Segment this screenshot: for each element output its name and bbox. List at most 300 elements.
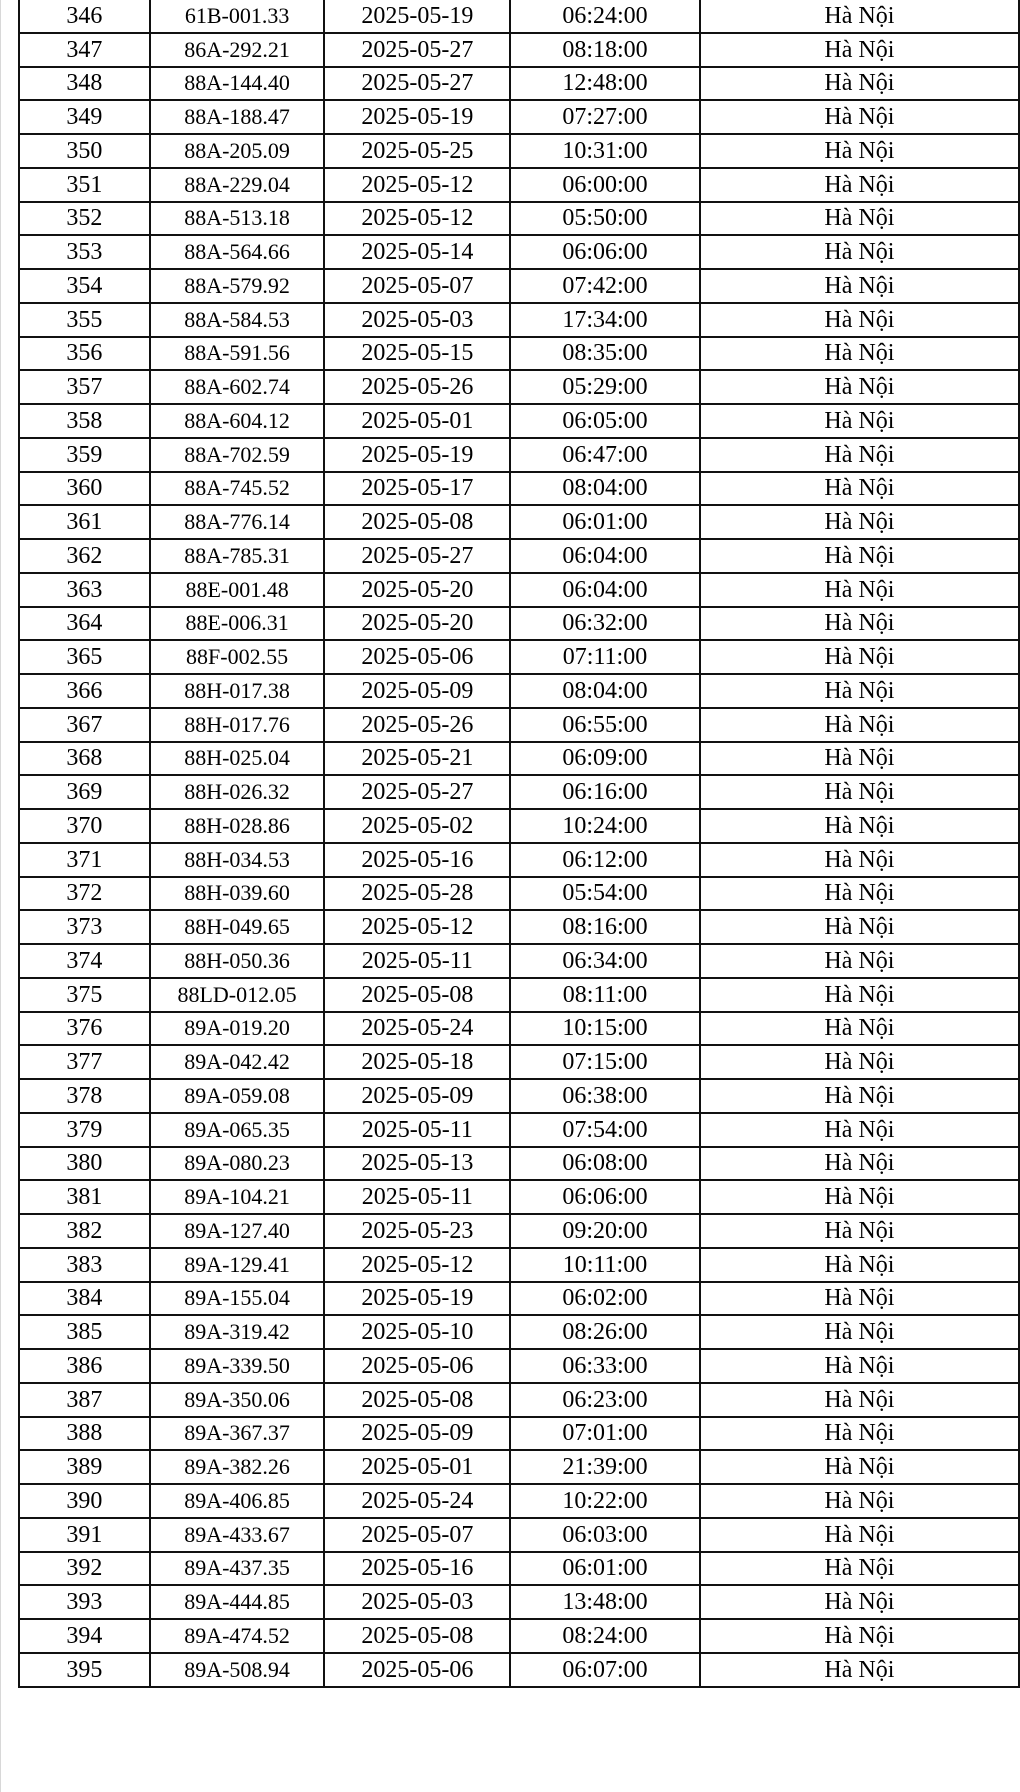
time-cell: 13:48:00 [510, 1585, 700, 1619]
location-cell: Hà Nội [700, 1315, 1019, 1349]
row-number-cell: 393 [19, 1585, 150, 1619]
license-plate-cell: 88E-001.48 [150, 573, 325, 607]
table-row [19, 33, 1019, 67]
time-cell: 06:01:00 [510, 1552, 700, 1586]
license-plate-cell: 88A-229.04 [150, 168, 325, 202]
license-plate-cell: 88A-188.47 [150, 100, 325, 134]
row-number-cell: 367 [19, 708, 150, 742]
table-row [19, 1450, 1019, 1484]
table-row [19, 1315, 1019, 1349]
license-plate-cell: 89A-474.52 [150, 1619, 325, 1653]
table-row [19, 235, 1019, 269]
table-row [19, 202, 1019, 236]
location-cell: Hà Nội [700, 1248, 1019, 1282]
table-row [19, 573, 1019, 607]
time-cell: 10:15:00 [510, 1012, 700, 1046]
license-plate-cell: 89A-127.40 [150, 1214, 325, 1248]
date-cell: 2025-05-12 [324, 202, 510, 236]
time-cell: 06:12:00 [510, 843, 700, 877]
row-number-cell: 348 [19, 67, 150, 101]
row-number-cell: 359 [19, 438, 150, 472]
table-row [19, 1349, 1019, 1383]
license-plate-cell: 88A-785.31 [150, 539, 325, 573]
location-cell: Hà Nội [700, 573, 1019, 607]
license-plate-cell: 89A-508.94 [150, 1653, 325, 1687]
time-cell: 09:20:00 [510, 1214, 700, 1248]
date-cell: 2025-05-26 [324, 370, 510, 404]
location-cell: Hà Nội [700, 1147, 1019, 1181]
location-cell: Hà Nội [700, 168, 1019, 202]
table-row [19, 1518, 1019, 1552]
time-cell: 17:34:00 [510, 303, 700, 337]
row-number-cell: 347 [19, 33, 150, 67]
date-cell: 2025-05-02 [324, 809, 510, 843]
license-plate-cell: 88H-028.86 [150, 809, 325, 843]
license-plate-cell: 89A-339.50 [150, 1349, 325, 1383]
date-cell: 2025-05-09 [324, 674, 510, 708]
table-row [19, 134, 1019, 168]
time-cell: 06:09:00 [510, 742, 700, 776]
date-cell: 2025-05-27 [324, 539, 510, 573]
table-row [19, 472, 1019, 506]
row-number-cell: 380 [19, 1147, 150, 1181]
row-number-cell: 382 [19, 1214, 150, 1248]
row-number-cell: 388 [19, 1417, 150, 1451]
table-row [19, 640, 1019, 674]
date-cell: 2025-05-16 [324, 1552, 510, 1586]
license-plate-cell: 89A-406.85 [150, 1484, 325, 1518]
time-cell: 06:04:00 [510, 539, 700, 573]
license-plate-cell: 89A-065.35 [150, 1113, 325, 1147]
time-cell: 05:54:00 [510, 877, 700, 911]
location-cell: Hà Nội [700, 269, 1019, 303]
license-plate-cell: 89A-129.41 [150, 1248, 325, 1282]
row-number-cell: 350 [19, 134, 150, 168]
time-cell: 08:18:00 [510, 33, 700, 67]
time-cell: 08:24:00 [510, 1619, 700, 1653]
row-number-cell: 358 [19, 404, 150, 438]
row-number-cell: 355 [19, 303, 150, 337]
license-plate-cell: 88A-564.66 [150, 235, 325, 269]
date-cell: 2025-05-03 [324, 303, 510, 337]
table-row [19, 708, 1019, 742]
time-cell: 10:24:00 [510, 809, 700, 843]
date-cell: 2025-05-19 [324, 100, 510, 134]
row-number-cell: 372 [19, 877, 150, 911]
table-row [19, 303, 1019, 337]
license-plate-cell: 89A-444.85 [150, 1585, 325, 1619]
time-cell: 06:16:00 [510, 775, 700, 809]
time-cell: 06:00:00 [510, 168, 700, 202]
time-cell: 06:23:00 [510, 1383, 700, 1417]
row-number-cell: 353 [19, 235, 150, 269]
location-cell: Hà Nội [700, 1484, 1019, 1518]
location-cell: Hà Nội [700, 235, 1019, 269]
time-cell: 07:11:00 [510, 640, 700, 674]
license-plate-cell: 88A-205.09 [150, 134, 325, 168]
license-plate-cell: 89A-019.20 [150, 1012, 325, 1046]
violation-records-table [18, 0, 1020, 1688]
row-number-cell: 366 [19, 674, 150, 708]
license-plate-cell: 88E-006.31 [150, 607, 325, 641]
page-edge-divider [0, 0, 1, 1792]
license-plate-cell: 88H-049.65 [150, 910, 325, 944]
license-plate-cell: 88H-026.32 [150, 775, 325, 809]
table-row [19, 269, 1019, 303]
row-number-cell: 346 [19, 0, 150, 33]
date-cell: 2025-05-03 [324, 1585, 510, 1619]
row-number-cell: 349 [19, 100, 150, 134]
date-cell: 2025-05-01 [324, 1450, 510, 1484]
license-plate-cell: 88A-702.59 [150, 438, 325, 472]
license-plate-cell: 88A-776.14 [150, 505, 325, 539]
table-row [19, 168, 1019, 202]
row-number-cell: 373 [19, 910, 150, 944]
location-cell: Hà Nội [700, 1012, 1019, 1046]
license-plate-cell: 88H-017.38 [150, 674, 325, 708]
table-row [19, 505, 1019, 539]
time-cell: 06:06:00 [510, 1180, 700, 1214]
table-row [19, 978, 1019, 1012]
location-cell: Hà Nội [700, 978, 1019, 1012]
location-cell: Hà Nội [700, 539, 1019, 573]
location-cell: Hà Nội [700, 910, 1019, 944]
license-plate-cell: 89A-104.21 [150, 1180, 325, 1214]
row-number-cell: 378 [19, 1079, 150, 1113]
time-cell: 06:55:00 [510, 708, 700, 742]
location-cell: Hà Nội [700, 438, 1019, 472]
row-number-cell: 375 [19, 978, 150, 1012]
table-row [19, 1552, 1019, 1586]
table-row [19, 944, 1019, 978]
row-number-cell: 385 [19, 1315, 150, 1349]
time-cell: 06:03:00 [510, 1518, 700, 1552]
location-cell: Hà Nội [700, 809, 1019, 843]
table-row [19, 1113, 1019, 1147]
location-cell: Hà Nội [700, 1113, 1019, 1147]
table-row [19, 67, 1019, 101]
table-row [19, 1484, 1019, 1518]
table-row [19, 337, 1019, 371]
date-cell: 2025-05-26 [324, 708, 510, 742]
license-plate-cell: 88F-002.55 [150, 640, 325, 674]
row-number-cell: 371 [19, 843, 150, 877]
row-number-cell: 369 [19, 775, 150, 809]
location-cell: Hà Nội [700, 0, 1019, 33]
table-row [19, 1417, 1019, 1451]
date-cell: 2025-05-20 [324, 573, 510, 607]
row-number-cell: 357 [19, 370, 150, 404]
date-cell: 2025-05-18 [324, 1045, 510, 1079]
license-plate-cell: 89A-382.26 [150, 1450, 325, 1484]
table-row [19, 1045, 1019, 1079]
time-cell: 08:35:00 [510, 337, 700, 371]
date-cell: 2025-05-08 [324, 505, 510, 539]
table-row [19, 1248, 1019, 1282]
date-cell: 2025-05-10 [324, 1315, 510, 1349]
row-number-cell: 364 [19, 607, 150, 641]
location-cell: Hà Nội [700, 607, 1019, 641]
row-number-cell: 351 [19, 168, 150, 202]
date-cell: 2025-05-12 [324, 1248, 510, 1282]
row-number-cell: 365 [19, 640, 150, 674]
date-cell: 2025-05-21 [324, 742, 510, 776]
table-row [19, 877, 1019, 911]
license-plate-cell: 89A-433.67 [150, 1518, 325, 1552]
location-cell: Hà Nội [700, 1079, 1019, 1113]
time-cell: 06:08:00 [510, 1147, 700, 1181]
location-cell: Hà Nội [700, 1045, 1019, 1079]
date-cell: 2025-05-08 [324, 978, 510, 1012]
date-cell: 2025-05-12 [324, 168, 510, 202]
row-number-cell: 377 [19, 1045, 150, 1079]
table-row [19, 1012, 1019, 1046]
time-cell: 08:16:00 [510, 910, 700, 944]
time-cell: 07:42:00 [510, 269, 700, 303]
table-row [19, 843, 1019, 877]
time-cell: 07:27:00 [510, 100, 700, 134]
date-cell: 2025-05-27 [324, 67, 510, 101]
table-row [19, 100, 1019, 134]
location-cell: Hà Nội [700, 1585, 1019, 1619]
time-cell: 10:31:00 [510, 134, 700, 168]
date-cell: 2025-05-11 [324, 944, 510, 978]
location-cell: Hà Nội [700, 1552, 1019, 1586]
row-number-cell: 386 [19, 1349, 150, 1383]
location-cell: Hà Nội [700, 303, 1019, 337]
time-cell: 06:47:00 [510, 438, 700, 472]
table-row [19, 674, 1019, 708]
table-row [19, 910, 1019, 944]
date-cell: 2025-05-06 [324, 640, 510, 674]
date-cell: 2025-05-06 [324, 1653, 510, 1687]
date-cell: 2025-05-14 [324, 235, 510, 269]
location-cell: Hà Nội [700, 843, 1019, 877]
time-cell: 07:01:00 [510, 1417, 700, 1451]
location-cell: Hà Nội [700, 674, 1019, 708]
time-cell: 06:07:00 [510, 1653, 700, 1687]
row-number-cell: 383 [19, 1248, 150, 1282]
location-cell: Hà Nội [700, 775, 1019, 809]
time-cell: 06:33:00 [510, 1349, 700, 1383]
row-number-cell: 391 [19, 1518, 150, 1552]
date-cell: 2025-05-06 [324, 1349, 510, 1383]
location-cell: Hà Nội [700, 1450, 1019, 1484]
time-cell: 06:02:00 [510, 1282, 700, 1316]
license-plate-cell: 89A-080.23 [150, 1147, 325, 1181]
table-row [19, 1079, 1019, 1113]
table-row [19, 1585, 1019, 1619]
license-plate-cell: 88H-025.04 [150, 742, 325, 776]
table-row [19, 1180, 1019, 1214]
location-cell: Hà Nội [700, 67, 1019, 101]
time-cell: 06:24:00 [510, 0, 700, 33]
date-cell: 2025-05-07 [324, 269, 510, 303]
date-cell: 2025-05-24 [324, 1012, 510, 1046]
location-cell: Hà Nội [700, 33, 1019, 67]
location-cell: Hà Nội [700, 1619, 1019, 1653]
date-cell: 2025-05-09 [324, 1079, 510, 1113]
time-cell: 08:11:00 [510, 978, 700, 1012]
date-cell: 2025-05-15 [324, 337, 510, 371]
time-cell: 06:04:00 [510, 573, 700, 607]
date-cell: 2025-05-08 [324, 1383, 510, 1417]
license-plate-cell: 89A-319.42 [150, 1315, 325, 1349]
row-number-cell: 387 [19, 1383, 150, 1417]
date-cell: 2025-05-20 [324, 607, 510, 641]
row-number-cell: 379 [19, 1113, 150, 1147]
license-plate-cell: 89A-059.08 [150, 1079, 325, 1113]
row-number-cell: 361 [19, 505, 150, 539]
table-row [19, 1214, 1019, 1248]
location-cell: Hà Nội [700, 1282, 1019, 1316]
row-number-cell: 394 [19, 1619, 150, 1653]
license-plate-cell: 88A-513.18 [150, 202, 325, 236]
row-number-cell: 390 [19, 1484, 150, 1518]
location-cell: Hà Nội [700, 202, 1019, 236]
row-number-cell: 356 [19, 337, 150, 371]
date-cell: 2025-05-13 [324, 1147, 510, 1181]
row-number-cell: 363 [19, 573, 150, 607]
date-cell: 2025-05-11 [324, 1180, 510, 1214]
table-row [19, 1653, 1019, 1687]
row-number-cell: 354 [19, 269, 150, 303]
date-cell: 2025-05-11 [324, 1113, 510, 1147]
row-number-cell: 395 [19, 1653, 150, 1687]
date-cell: 2025-05-19 [324, 1282, 510, 1316]
date-cell: 2025-05-24 [324, 1484, 510, 1518]
license-plate-cell: 89A-367.37 [150, 1417, 325, 1451]
location-cell: Hà Nội [700, 134, 1019, 168]
license-plate-cell: 88H-050.36 [150, 944, 325, 978]
table-row [19, 775, 1019, 809]
license-plate-cell: 88A-602.74 [150, 370, 325, 404]
license-plate-cell: 86A-292.21 [150, 33, 325, 67]
license-plate-cell: 88A-584.53 [150, 303, 325, 337]
location-cell: Hà Nội [700, 1653, 1019, 1687]
time-cell: 08:04:00 [510, 472, 700, 506]
location-cell: Hà Nội [700, 1180, 1019, 1214]
license-plate-cell: 89A-350.06 [150, 1383, 325, 1417]
table-row [19, 1383, 1019, 1417]
location-cell: Hà Nội [700, 640, 1019, 674]
table-row [19, 607, 1019, 641]
license-plate-cell: 88A-144.40 [150, 67, 325, 101]
row-number-cell: 389 [19, 1450, 150, 1484]
location-cell: Hà Nội [700, 100, 1019, 134]
table-row [19, 0, 1019, 33]
row-number-cell: 392 [19, 1552, 150, 1586]
date-cell: 2025-05-08 [324, 1619, 510, 1653]
date-cell: 2025-05-01 [324, 404, 510, 438]
date-cell: 2025-05-27 [324, 33, 510, 67]
license-plate-cell: 88A-745.52 [150, 472, 325, 506]
row-number-cell: 370 [19, 809, 150, 843]
row-number-cell: 368 [19, 742, 150, 776]
table-row [19, 404, 1019, 438]
table-row [19, 1147, 1019, 1181]
location-cell: Hà Nội [700, 742, 1019, 776]
location-cell: Hà Nội [700, 944, 1019, 978]
table-row [19, 1282, 1019, 1316]
location-cell: Hà Nội [700, 404, 1019, 438]
time-cell: 06:34:00 [510, 944, 700, 978]
time-cell: 06:38:00 [510, 1079, 700, 1113]
date-cell: 2025-05-25 [324, 134, 510, 168]
license-plate-cell: 88H-034.53 [150, 843, 325, 877]
table-body [19, 0, 1019, 1687]
date-cell: 2025-05-23 [324, 1214, 510, 1248]
date-cell: 2025-05-27 [324, 775, 510, 809]
time-cell: 08:04:00 [510, 674, 700, 708]
table-row [19, 809, 1019, 843]
date-cell: 2025-05-17 [324, 472, 510, 506]
time-cell: 05:29:00 [510, 370, 700, 404]
time-cell: 21:39:00 [510, 1450, 700, 1484]
license-plate-cell: 88LD-012.05 [150, 978, 325, 1012]
date-cell: 2025-05-19 [324, 438, 510, 472]
location-cell: Hà Nội [700, 505, 1019, 539]
row-number-cell: 374 [19, 944, 150, 978]
time-cell: 06:05:00 [510, 404, 700, 438]
location-cell: Hà Nội [700, 370, 1019, 404]
date-cell: 2025-05-16 [324, 843, 510, 877]
time-cell: 10:11:00 [510, 1248, 700, 1282]
license-plate-cell: 88A-604.12 [150, 404, 325, 438]
date-cell: 2025-05-19 [324, 0, 510, 33]
license-plate-cell: 88H-017.76 [150, 708, 325, 742]
row-number-cell: 362 [19, 539, 150, 573]
time-cell: 06:01:00 [510, 505, 700, 539]
location-cell: Hà Nội [700, 1214, 1019, 1248]
time-cell: 08:26:00 [510, 1315, 700, 1349]
location-cell: Hà Nội [700, 1518, 1019, 1552]
date-cell: 2025-05-07 [324, 1518, 510, 1552]
time-cell: 10:22:00 [510, 1484, 700, 1518]
license-plate-cell: 88H-039.60 [150, 877, 325, 911]
location-cell: Hà Nội [700, 708, 1019, 742]
location-cell: Hà Nội [700, 1349, 1019, 1383]
row-number-cell: 376 [19, 1012, 150, 1046]
location-cell: Hà Nội [700, 1383, 1019, 1417]
date-cell: 2025-05-28 [324, 877, 510, 911]
time-cell: 12:48:00 [510, 67, 700, 101]
row-number-cell: 381 [19, 1180, 150, 1214]
table-row [19, 370, 1019, 404]
time-cell: 06:32:00 [510, 607, 700, 641]
license-plate-cell: 89A-437.35 [150, 1552, 325, 1586]
license-plate-cell: 88A-579.92 [150, 269, 325, 303]
table-row [19, 539, 1019, 573]
time-cell: 07:15:00 [510, 1045, 700, 1079]
table-row [19, 1619, 1019, 1653]
row-number-cell: 360 [19, 472, 150, 506]
location-cell: Hà Nội [700, 877, 1019, 911]
row-number-cell: 352 [19, 202, 150, 236]
date-cell: 2025-05-12 [324, 910, 510, 944]
time-cell: 06:06:00 [510, 235, 700, 269]
location-cell: Hà Nội [700, 472, 1019, 506]
date-cell: 2025-05-09 [324, 1417, 510, 1451]
table-row [19, 438, 1019, 472]
row-number-cell: 384 [19, 1282, 150, 1316]
license-plate-cell: 88A-591.56 [150, 337, 325, 371]
license-plate-cell: 89A-042.42 [150, 1045, 325, 1079]
license-plate-cell: 89A-155.04 [150, 1282, 325, 1316]
license-plate-cell: 61B-001.33 [150, 0, 325, 33]
time-cell: 07:54:00 [510, 1113, 700, 1147]
location-cell: Hà Nội [700, 1417, 1019, 1451]
